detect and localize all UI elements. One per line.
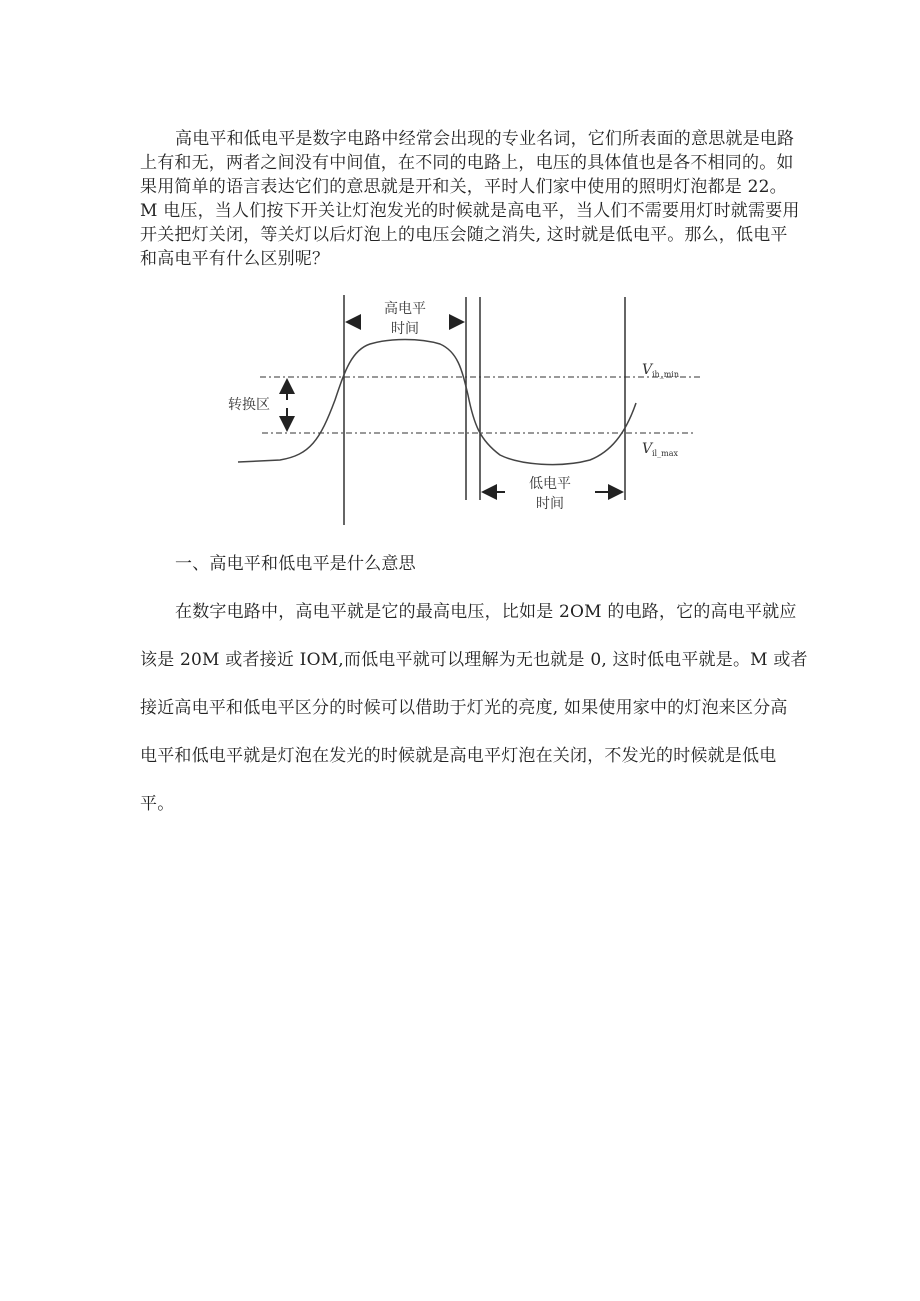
section-heading: 一、高电平和低电平是什么意思 [175,554,416,574]
vih-label: V [642,362,653,378]
text-line: 该是 20M 或者接近 IOM,而低电平就可以理解为无也就是 0, 这时低电平就是。M 或者 [140,650,808,670]
text-line: 电平和低电平就是灯泡在发光的时候就是高电平灯泡在关闭，不发光的时候就是低电 [140,746,777,766]
vil-label: V [642,441,653,457]
text-line: 平。 [140,794,175,814]
high-time-label: 高电平 [384,301,426,317]
text-line: 和高电平有什么区别呢？ [140,249,330,269]
high-time-label: 时间 [391,321,419,337]
logic-level-diagram [0,0,920,560]
text-line: 高电平和低电平是数字电路中经常会出现的专业名词，它们所表面的意思就是电路 [175,129,795,149]
text-line: 在数字电路中，高电平就是它的最高电压，比如是 2OM 的电路，它的高电平就应 [175,602,797,622]
text-line: 开关把灯关闭，等关灯以后灯泡上的电压会随之消失, 这时就是低电平。那么，低电平 [140,225,788,245]
text-line: M 电压，当人们按下开关让灯泡发光的时候就是高电平，当人们不需要用灯时就需要用 [140,201,800,221]
text-line: 果用简单的语言表达它们的意思就是开和关，平时人们家中使用的照明灯泡都是 22。 [140,177,787,197]
text-line: 接近高电平和低电平区分的时候可以借助于灯光的亮度, 如果使用家中的灯泡来区分高 [140,698,788,718]
low-time-label: 低电平 [529,476,571,492]
low-time-label: 时间 [536,496,564,512]
text-line: 上有和无，两者之间没有中间值，在不同的电路上，电压的具体值也是各不相同的。如 [140,153,794,173]
signal-waveform [238,340,636,465]
transition-label: 转换区 [228,397,270,413]
vil-sub: il_max [652,449,678,458]
vih-sub: ih_min [652,370,680,379]
